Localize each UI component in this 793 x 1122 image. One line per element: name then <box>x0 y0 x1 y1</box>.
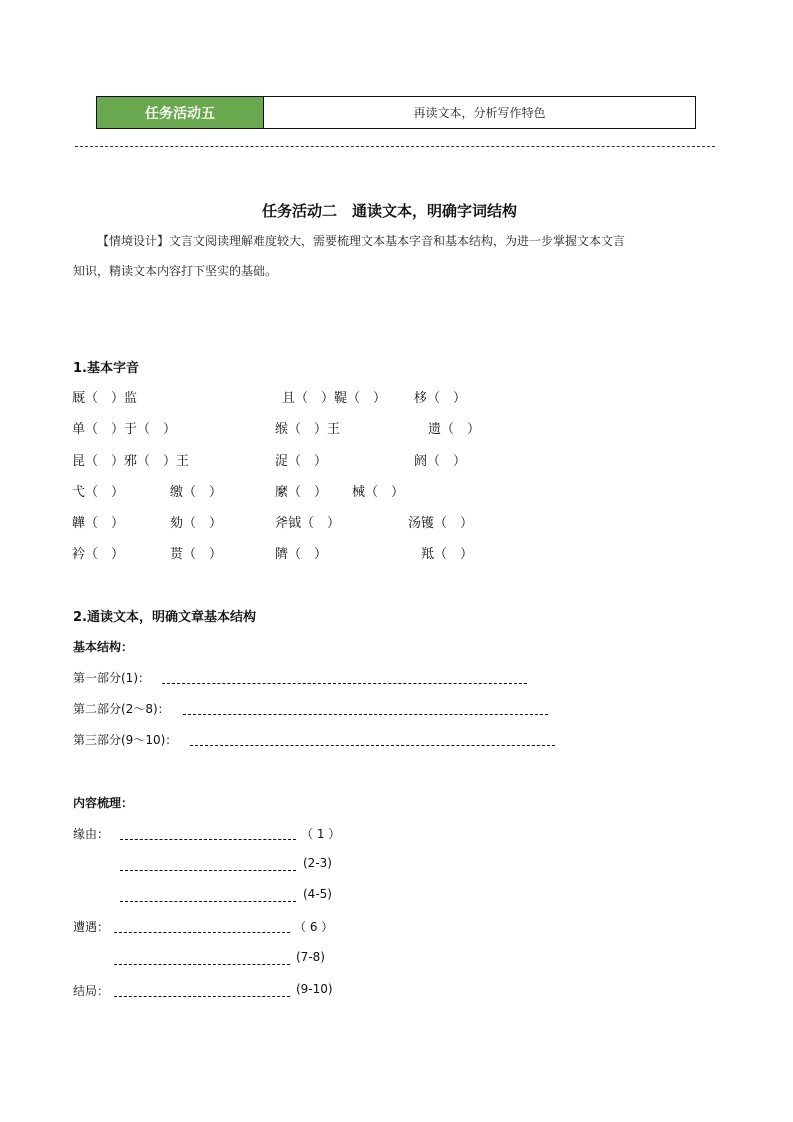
pron-item: 厩（ ）监 <box>72 391 138 406</box>
pron-item: 昆（ ）邪（ ）王 <box>72 454 190 469</box>
pron-item: 衿（ ） <box>72 547 125 562</box>
section-title: 任务活动二 通读文本，明确字词结构 <box>262 202 518 220</box>
pron-item: 械（ ） <box>352 485 405 500</box>
structure-part: 第三部分(9～10)： <box>73 733 178 747</box>
part2-heading: 2.通读文本，明确文章基本结构 <box>73 610 256 625</box>
task-table <box>96 96 696 129</box>
pron-item: 羝（ ） <box>421 547 474 562</box>
pron-item: 縻（ ） <box>275 485 328 500</box>
pron-item: 浞（ ） <box>275 454 328 469</box>
answer-line <box>183 714 548 715</box>
pron-item: 遗（ ） <box>428 422 481 437</box>
outline-ref: （ 6 ） <box>294 920 334 934</box>
pron-item: 劾（ ） <box>170 516 223 531</box>
answer-line <box>190 745 555 746</box>
outline-ref: (4-5) <box>303 887 332 901</box>
pron-item: 斧钺（ ） <box>275 516 341 531</box>
structure-label: 基本结构： <box>73 640 134 654</box>
content-label: 内容梳理： <box>73 796 134 810</box>
pron-item: 韡（ ） <box>72 516 125 531</box>
pron-item: 且（ ）鞮（ ） <box>282 391 387 406</box>
pron-item: 汤镬（ ） <box>408 516 474 531</box>
pron-item: 贳（ ） <box>170 547 223 562</box>
outline-yuanyou: 缘由： <box>73 827 110 841</box>
pron-item: 弋（ ） <box>72 485 125 500</box>
intro-line-1: 【情境设计】文言文阅读理解难度较大，需要梳理文本基本字音和基本结构，为进一步掌握文本文言 <box>97 234 626 248</box>
outline-zaoyu: 遭遇： <box>73 920 110 934</box>
outline-ref: （ 1 ） <box>301 827 341 841</box>
pron-item: 隮（ ） <box>275 547 328 562</box>
answer-line <box>120 901 296 902</box>
part1-heading: 1.基本字音 <box>73 361 139 376</box>
answer-line <box>114 932 290 933</box>
answer-line <box>114 964 290 965</box>
answer-line <box>162 683 527 684</box>
outline-ref: (2-3) <box>303 856 332 870</box>
pron-item: 缑（ ）王 <box>275 422 341 437</box>
answer-line <box>120 870 296 871</box>
pron-item: 阏（ ） <box>414 454 467 469</box>
pron-item: 缴（ ） <box>170 485 223 500</box>
outline-ref: (7-8) <box>296 950 325 964</box>
outline-jieju: 结局： <box>73 984 110 998</box>
intro-line-2: 知识，精读文本内容打下坚实的基础。 <box>73 264 278 278</box>
pron-item: 栘（ ） <box>414 391 467 406</box>
outline-ref: (9-10) <box>296 982 333 996</box>
task-content: 再读文本，分析写作特色 <box>413 106 546 120</box>
structure-part: 第二部分(2～8)： <box>73 702 170 716</box>
pron-item: 单（ ）于（ ） <box>72 422 177 437</box>
answer-line <box>120 839 296 840</box>
structure-part: 第一部分(1)： <box>73 671 150 685</box>
dashed-divider <box>75 146 715 147</box>
answer-line <box>114 996 290 997</box>
task-label: 任务活动五 <box>97 97 264 128</box>
